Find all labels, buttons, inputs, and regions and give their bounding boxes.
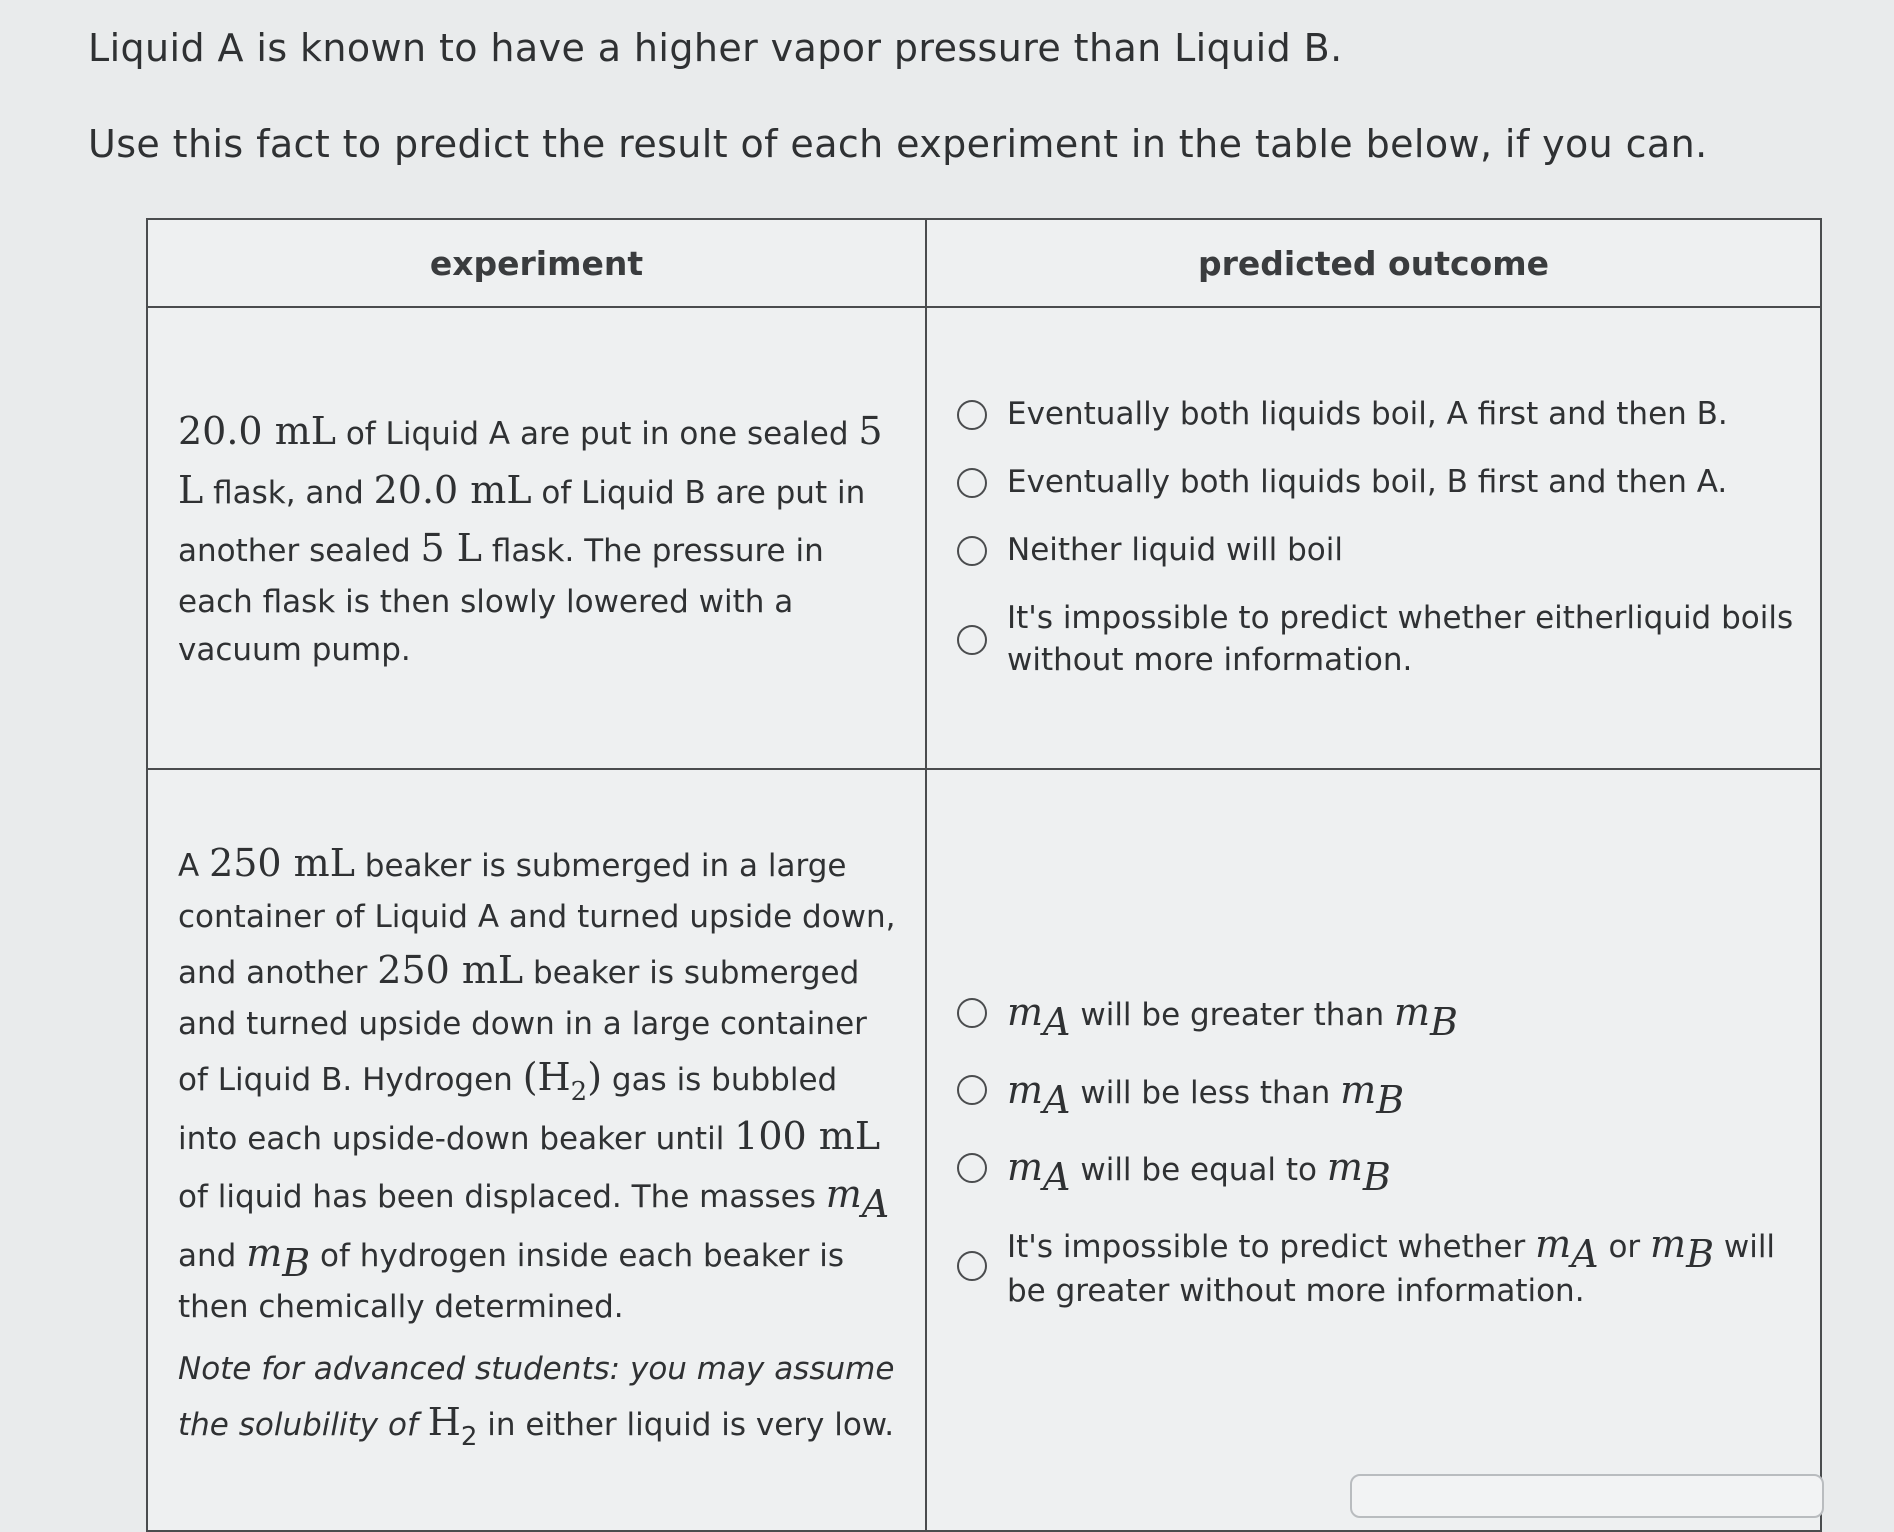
radio-button[interactable] bbox=[957, 536, 987, 566]
hydrogen-formula bbox=[522, 1054, 603, 1107]
option-label: Eventually both liquids boil, B first and then A. bbox=[1007, 464, 1728, 501]
table-row bbox=[147, 769, 1821, 1531]
formula-subscript: 2 bbox=[570, 1076, 588, 1107]
experiment-2-options bbox=[926, 769, 1821, 1531]
intro-line-1: Liquid A is known to have a higher vapor pressure than Liquid B. bbox=[88, 26, 1343, 70]
text: beaker is submerged in a large container of Liquid A and turned upside down, and another bbox=[178, 847, 896, 991]
experiment-2-text bbox=[178, 834, 901, 1331]
mass-symbol: m bbox=[1007, 1145, 1044, 1190]
mass-subscript: A bbox=[1043, 1077, 1071, 1122]
mass-subscript: A bbox=[1043, 1000, 1071, 1045]
table-header-row bbox=[147, 219, 1821, 307]
mass-symbol: m bbox=[1535, 1222, 1572, 1267]
volume-value: 250 mL bbox=[377, 947, 524, 992]
experiment-1-description bbox=[147, 307, 926, 769]
text: will be greater than bbox=[1070, 997, 1394, 1034]
intro-line-2: Use this fact to predict the result of each experiment in the table below, if you can. bbox=[88, 122, 1708, 166]
radio-button[interactable] bbox=[957, 625, 987, 655]
mass-subscript: B bbox=[1362, 1155, 1391, 1200]
mass-subscript: B bbox=[1686, 1232, 1714, 1277]
option-2a[interactable] bbox=[957, 987, 1800, 1045]
volume-value: 20.0 mL bbox=[373, 467, 532, 512]
radio-button[interactable] bbox=[957, 1153, 987, 1183]
option-label: Eventually both liquids boil, A first and then B. bbox=[1007, 396, 1728, 433]
option-2d[interactable] bbox=[957, 1219, 1800, 1312]
radio-button[interactable] bbox=[957, 468, 987, 498]
text: or bbox=[1598, 1229, 1651, 1266]
text: flask. The pressure in each flask is then slowly lowered with a vacuum pump. bbox=[178, 533, 824, 669]
mass-symbol: m bbox=[825, 1172, 862, 1217]
text: will be less than bbox=[1070, 1074, 1341, 1111]
option-1d[interactable] bbox=[957, 598, 1800, 682]
header-experiment: experiment bbox=[147, 219, 926, 307]
formula-part: H bbox=[427, 1400, 461, 1445]
option-1b[interactable] bbox=[957, 462, 1800, 504]
option-1a[interactable] bbox=[957, 394, 1800, 436]
text: beaker is submerged and turned upside down in a large container of Liquid B. Hydrogen bbox=[178, 954, 867, 1098]
mass-symbol: m bbox=[1007, 1067, 1044, 1112]
volume-value: 100 mL bbox=[734, 1113, 881, 1158]
text: of Liquid A are put in one sealed bbox=[335, 415, 859, 452]
text: and bbox=[178, 1238, 247, 1275]
text: of hydrogen inside each beaker is then chemically determined. bbox=[178, 1238, 844, 1326]
text: A bbox=[178, 847, 210, 884]
mass-symbol: m bbox=[1340, 1067, 1377, 1112]
mass-symbol: m bbox=[1326, 1145, 1363, 1190]
experiment-table bbox=[146, 218, 1822, 1532]
mass-subscript: A bbox=[1571, 1232, 1599, 1277]
text: of liquid has been displaced. The masses bbox=[178, 1179, 826, 1216]
note-text: in either liquid is very low. bbox=[477, 1407, 895, 1444]
option-2c[interactable] bbox=[957, 1142, 1800, 1200]
experiment-2-description bbox=[147, 769, 926, 1531]
formula-part: ) bbox=[587, 1054, 603, 1099]
volume-value: 5 L bbox=[178, 408, 883, 512]
radio-button[interactable] bbox=[957, 400, 987, 430]
mass-subscript: B bbox=[1376, 1077, 1405, 1122]
option-label bbox=[1007, 1065, 1405, 1122]
formula-part: (H bbox=[522, 1054, 571, 1099]
radio-button[interactable] bbox=[957, 1075, 987, 1105]
mass-symbol: m bbox=[246, 1231, 283, 1276]
text: will be equal to bbox=[1070, 1152, 1327, 1189]
option-label bbox=[1007, 987, 1458, 1045]
text: will be greater without more information. bbox=[1007, 1229, 1776, 1309]
text: gas is bubbled into each upside-down beaker until bbox=[178, 1061, 838, 1157]
option-1c[interactable] bbox=[957, 530, 1800, 572]
mass-subscript: A bbox=[1043, 1155, 1071, 1200]
volume-value: 20.0 mL bbox=[178, 408, 336, 453]
header-predicted-outcome: predicted outcome bbox=[926, 219, 1821, 307]
mass-subscript: A bbox=[861, 1182, 890, 1227]
volume-value: 250 mL bbox=[209, 840, 355, 885]
note-text: Note for advanced students: you may assume the solubility of bbox=[178, 1351, 895, 1444]
option-label: It's impossible to predict whether eitherliquid boils without more information. bbox=[1007, 599, 1794, 678]
mass-subscript: B bbox=[1430, 1000, 1458, 1045]
mass-symbol: m bbox=[1393, 990, 1430, 1035]
bottom-action-button[interactable] bbox=[1350, 1474, 1824, 1518]
option-2b[interactable] bbox=[957, 1065, 1800, 1122]
mass-symbol: m bbox=[1007, 990, 1044, 1035]
option-label bbox=[1007, 1142, 1391, 1200]
formula-subscript: 2 bbox=[460, 1422, 478, 1453]
text: It's impossible to predict whether bbox=[1007, 1229, 1536, 1266]
volume-value: 5 L bbox=[420, 526, 483, 571]
mass-symbol: m bbox=[1650, 1222, 1687, 1267]
radio-button[interactable] bbox=[957, 998, 987, 1028]
text: flask, and bbox=[203, 474, 374, 511]
text: of Liquid B are put in another sealed bbox=[178, 474, 866, 570]
option-label: Neither liquid will boil bbox=[1007, 532, 1343, 569]
radio-button[interactable] bbox=[957, 1251, 987, 1281]
experiment-1-options bbox=[926, 307, 1821, 769]
advanced-note bbox=[178, 1345, 901, 1452]
option-label bbox=[1007, 1219, 1800, 1312]
table-row bbox=[147, 307, 1821, 769]
mass-subscript: B bbox=[282, 1241, 311, 1286]
